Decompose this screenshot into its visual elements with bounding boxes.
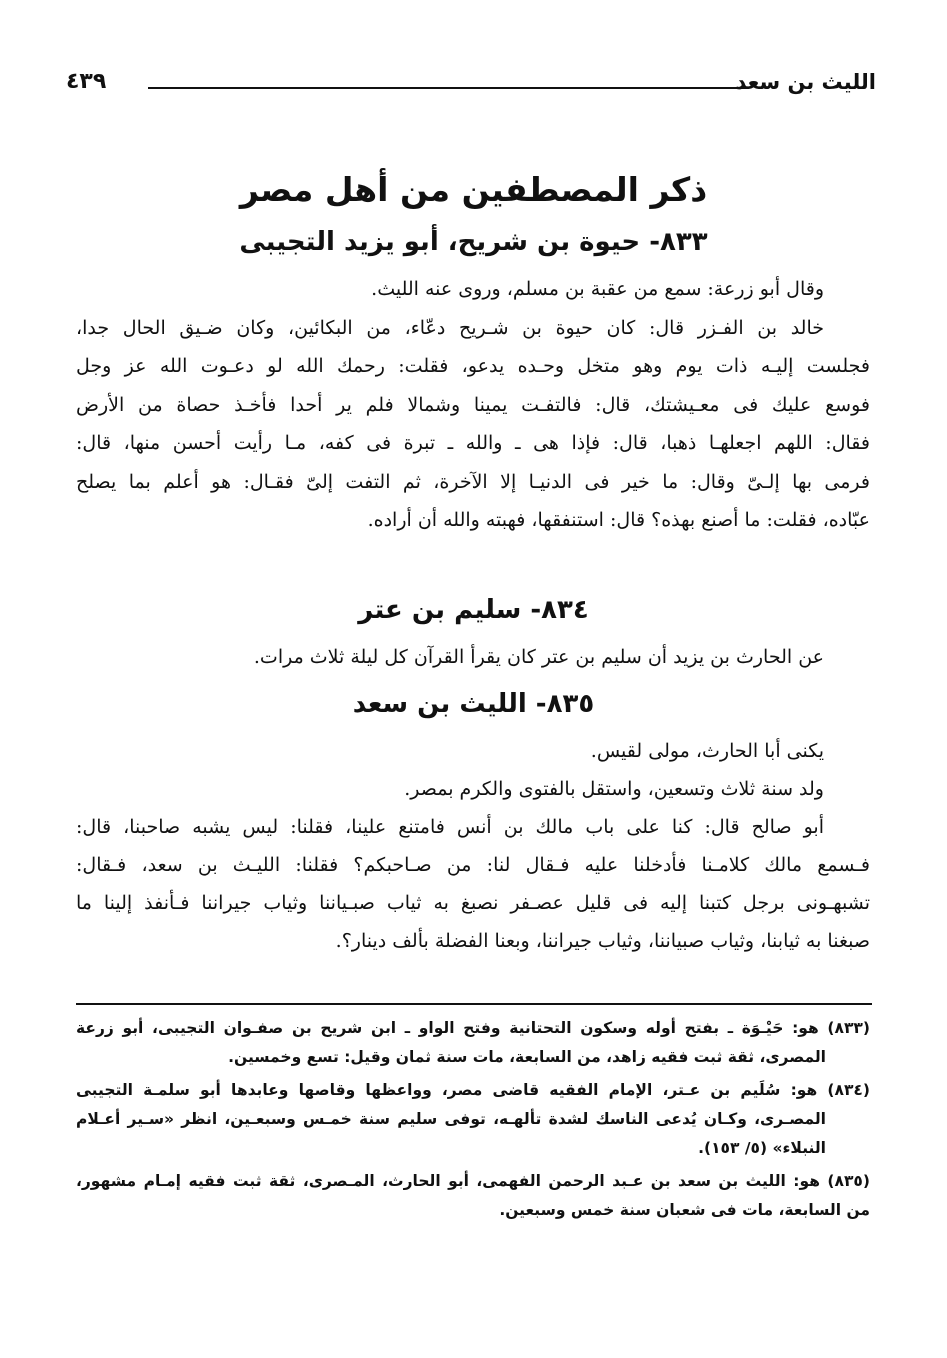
- footnotes: [76, 1014, 870, 1229]
- body-line: فقال: اللهم اجعلهـا ذهبا، قال: فإذا هى ـ والله ـ تبرة فى كفه، مـا رأيت أحسن منها، قال:: [76, 432, 870, 454]
- header-rule: [148, 87, 748, 89]
- body-line: ولد سنة ثلاث وتسعين، واستقل بالفتوى والكرم بمصر.: [404, 778, 824, 800]
- footnote-line: المصـرى، وكـان يُدعى الناسك لشدة تألهـه، توفى سليم سنة خمـس وسبعـين، انظر «سـير أعـلام: [76, 1110, 826, 1128]
- footnote-835: [76, 1167, 870, 1225]
- page-number: ٤٣٩: [66, 69, 107, 94]
- entry-body-835: [76, 732, 870, 960]
- footnote-line: من السابعة، مات فى شعبان سنة خمس وسبعين.: [499, 1201, 870, 1219]
- body-line: صبغنا به ثيابنا، وثياب صبياننا، وثياب جيراننا، وبعنا الفضلة بألف دينار؟.: [335, 930, 870, 952]
- body-line: فرمى بها إلـىّ وقال: ما خير فى الدنيـا إلا الآخرة، ثم التفت إلىّ فقـال: هو أعلم بما يصلح: [76, 470, 870, 493]
- entry-heading-833: ٨٣٣- حيوة بن شريح، أبو يزيد التجيبى: [239, 227, 708, 257]
- body-line: عن الحارث بن يزيد أن سليم بن عتر كان يقرأ القرآن كل ليلة ثلاث مرات.: [253, 646, 824, 668]
- footnote-line: (٨٣٥) هو: الليث بن سعد بن عـبد الرحمن الفهمى، أبو الحارث، المـصرى، ثقة ثبت فقيه إمـام مشهور،: [76, 1172, 870, 1190]
- entry-body-834: [76, 638, 870, 676]
- footnote-line: (٨٣٣) هو: حَيْـوَة ـ بفتح أوله وسكون التحتانية وفتح الواو ـ ابن شريح بن صفـوان التجيبى، أبو زرعة: [76, 1019, 870, 1037]
- body-line: تشبهـونى برجل كتبنا إليه فى قليل عصـفر نصبغ به ثياب صبـياننا وثياب جيراننا فـأنفذ إلينا ما: [76, 892, 870, 914]
- body-line: أبو صالح قال: كنا على باب مالك بن أنس فامتنع علينا، فقلنا: ليس يشبه صاحبنا، قال:: [76, 816, 824, 838]
- running-header: [66, 68, 876, 98]
- entry-heading-835: ٨٣٥- الليث بن سعد: [352, 689, 595, 719]
- body-line: فوسع عليك فى معـيشتك، قال: فالتفـت يمينا وشمالا فلم ير أحدا فأخـذ حصاة من الأرض: [76, 393, 870, 416]
- footnote-833: [76, 1014, 870, 1072]
- body-line: وقال أبو زرعة: سمع من عقبة بن مسلم، وروى عنه الليث.: [371, 278, 824, 300]
- body-line: عبّاده، فقلت: ما أصنع بهذه؟ قال: استنفقها، فهبته والله أن أراده.: [367, 509, 870, 531]
- footnote-rule: [76, 1003, 872, 1005]
- footnote-line: (٨٣٤) هو: سُلَيم بن عـتر، الإمام الفقيه قاضى مصر، وواعظها وقاصها وعابدها أبو سلمـة التجيبى: [76, 1081, 870, 1099]
- footnote-line: النبلاء» (٥/ ١٥٣).: [698, 1139, 826, 1157]
- body-line: يكنى أبا الحارث، مولى لقيس.: [590, 740, 824, 762]
- section-title: ذكر المصطفين من أهل مصر: [239, 170, 708, 209]
- running-header-title: الليث بن سعد: [735, 70, 876, 94]
- entry-body-833: [76, 270, 870, 540]
- body-line: خالد بن الفـزر قال: كان حيوة بن شـريح دعّاء، من البكائين، وكان ضـيق الحال جدا،: [76, 316, 824, 339]
- footnote-834: [76, 1076, 870, 1163]
- body-line: فـسمع مالك كلامـنا فأدخلنا عليه فـقال لنا: من صـاحبكم؟ فقلنا: الليـث بن سعد، فـقال:: [76, 854, 870, 876]
- body-line: فجلست إليـه ذات يوم وهو متخل وحـده يدعو، فقلت: رحمك الله لو دعـوت الله عز وجل: [76, 355, 870, 377]
- entry-heading-834: ٨٣٤- سليم بن عتر: [358, 595, 589, 625]
- footnote-line: المصرى، ثقة ثبت فقيه زاهد، من السابعة، مات سنة ثمان وقيل: تسع وخمسين.: [228, 1048, 826, 1066]
